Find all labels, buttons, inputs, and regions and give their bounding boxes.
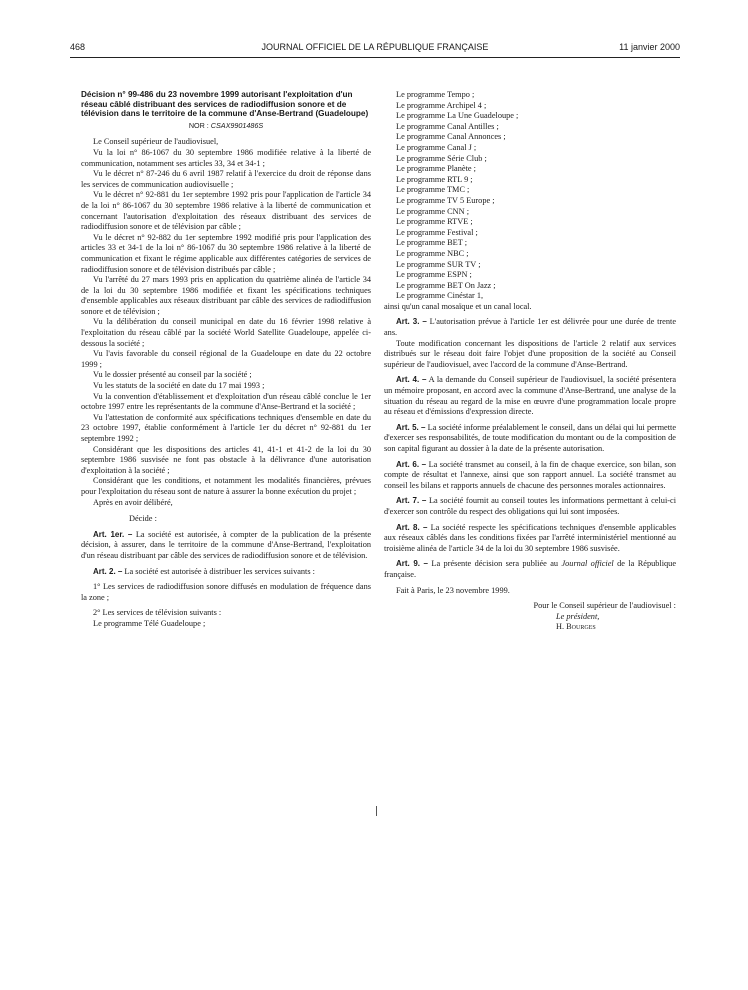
paragraph: Vu la convention d'établissement et d'exploitation d'un réseau câblé conclue le 1er octobre 1997 entre les représentants de la commune d'Anse-Bertrand et la société ;	[81, 391, 371, 412]
programme-item: Le programme CNN ;	[396, 206, 470, 216]
programme-item: Le programme SUR TV ;	[396, 259, 481, 269]
article-5-text: La société informe préalablement le conseil, dans un délai qui lui permette d'exercer ses responsabilités, de toute modification du montant ou de la composition de son capital figurant au dossier à la date de la présente autorisation.	[384, 422, 677, 453]
article-8-text: La société respecte les spécifications techniques d'ensemble applicables aux réseaux câblés dans les conditions fixées par l'arrêté interministériel mentionné au troisième alinéa de l'article 34 de la loi du 30 septembre 1986 susvisée.	[384, 522, 677, 553]
right-column	[384, 90, 676, 633]
article-7-label: Art. 7. –	[396, 496, 427, 506]
programme-item: Le programme Festival ;	[396, 227, 478, 237]
programme-item: Le programme ESPN ;	[396, 270, 472, 280]
signature-name	[384, 622, 676, 633]
programme-item: Le programme Série Club ;	[396, 153, 487, 163]
nor-code: CSAX9901486S	[210, 120, 264, 130]
programme-item: Le programme Canal Antilles ;	[396, 121, 499, 131]
column-divider	[376, 806, 377, 816]
programme-item: Le programme Archipel 4 ;	[396, 100, 487, 110]
programme-item: Le programme La Une Guadeloupe ;	[396, 111, 519, 121]
programme-item: Le programme RTVE ;	[396, 217, 473, 227]
header-rule	[70, 57, 680, 58]
article-3-text: L'autorisation prévue à l'article 1er est délivrée pour une durée de trente ans.	[384, 317, 676, 338]
programme-item: Le programme Canal Annonces ;	[396, 132, 506, 142]
article-2-text: La société est autorisée à distribuer les services suivants :	[124, 566, 315, 576]
page-header	[70, 42, 680, 58]
article-1-label: Art. 1er. –	[93, 529, 133, 539]
article-1-text: La société est autorisée, à compter de la publication de la présente décision, à assurer, dans le territoire de la commune d'Anse-Bertrand, l'exploitation d'un réseau distribuant par câble des services de radiodiffusion sonore et de télévision.	[81, 529, 371, 560]
paragraph: Vu le dossier présenté au conseil par la société ;	[93, 370, 252, 380]
article-9-label: Art. 9. –	[396, 559, 428, 569]
programme-item: Le programme BET On Jazz ;	[396, 280, 496, 290]
article-6-text: La société transmet au conseil, à la fin de chaque exercice, son bilan, son compte de résultat et l'annexe, ainsi que son rapport annuel. La société transmet au conseil les bilans et rapports annuels de chacune des personnes morales actionnaires.	[384, 459, 677, 490]
nor-label: NOR :	[188, 120, 209, 130]
programme-item: Le programme Télé Guadeloupe ;	[93, 618, 206, 628]
signature-name-text: H. Bourges	[556, 622, 596, 632]
article-2-label: Art. 2. –	[93, 566, 123, 576]
paragraph: Considérant que les conditions, et notamment les modalités financières, prévues pour l'exploitation du réseau sont de nature à assurer la bonne exécution du projet ;	[81, 476, 371, 496]
article-4-text: A la demande du Conseil supérieur de l'audiovisuel, la société présentera un mémoire proposant, en accord avec la commune d'Anse-Bertrand, une analyse de la situation du réseau au regard de la mise en œuvre d'une programmation locale propre au réseau et d'émissions d'expression directe.	[384, 375, 677, 417]
programme-item: Le programme NBC ;	[396, 248, 469, 258]
paragraph: Vu les statuts de la société en date du 17 mai 1993 ;	[93, 381, 265, 391]
programme-item: Le programme TV 5 Europe ;	[396, 195, 495, 205]
fait-a-paris: Fait à Paris, le 23 novembre 1999.	[396, 585, 510, 595]
paragraph: Le Conseil supérieur de l'audiovisuel,	[93, 137, 219, 147]
article-6	[384, 460, 676, 492]
paragraph: Vu la délibération du conseil municipal en date du 16 février 1998 relative à l'exploitation du réseau câblé par la société World Satellite Guadeloupe, appelée ci-dessous la société ;	[81, 317, 371, 348]
programme-item: Le programme BET ;	[396, 238, 468, 248]
article-5-label: Art. 5. –	[396, 422, 426, 432]
article-8-label: Art. 8. –	[396, 522, 428, 532]
article-1	[81, 530, 371, 562]
decision-title: Décision n° 99-486 du 23 novembre 1999 autorisant l'exploitation d'un réseau câblé distribuant des services de radiodiffusion sonore et de télévision dans le territoire de la commune d'Anse-Bertrand (Guadeloupe)	[81, 90, 369, 119]
paragraph: Vu l'arrêté du 27 mars 1993 pris en application du quatrième alinéa de l'article 34 de la loi du 30 septembre 1986 modifiée et fixant les spécifications techniques d'ensemble applicables aux réseaux distribuant par câble des services de radiodiffusion sonore et de télévision ;	[81, 275, 371, 316]
paragraph: Vu l'attestation de conformité aux spécifications techniques d'ensemble en date du 23 octobre 1997, établie conformément à l'article 1er du décret n° 92-881 du 1er septembre 1992 ;	[81, 412, 371, 443]
article-3-label: Art. 3. –	[396, 317, 427, 327]
programme-item: Le programme Cinéstar 1,	[396, 291, 484, 301]
article-8	[384, 523, 676, 555]
article-9	[384, 559, 676, 580]
programme-item: Le programme Tempo ;	[396, 90, 475, 99]
article-7	[384, 496, 676, 517]
article-2-item-1: 1° Les services de radiodiffusion sonore diffusés en modulation de fréquence dans la zone ;	[81, 582, 371, 602]
programme-item: Le programme Planète ;	[396, 164, 476, 174]
paragraph: Vu la loi n° 86-1067 du 30 septembre 1986 modifiée relative à la liberté de communication, notamment ses articles 33, 34 et 34-1 ;	[81, 147, 371, 168]
article-6-label: Art. 6. –	[396, 459, 427, 469]
article-3-continued: Toute modification concernant les dispositions de l'article 2 relatif aux services distribués sur le réseau doit faire l'objet d'une proposition de la société au Conseil supérieur de l'audiovisuel, avec l'accord de la commune d'Anse-Bertrand.	[384, 338, 676, 369]
article-4-label: Art. 4. –	[396, 375, 427, 385]
left-column	[81, 90, 371, 630]
paragraph: Vu le décret n° 92-881 du 1er septembre 1992 pris pour l'application de l'article 34 de la loi n° 86-1067 du 30 septembre 1986 relative à la liberté de communication et concernant l'autorisation d'exploitation des réseaux distribuant des services de radiodiffusion sonore et de télévision par câble ;	[81, 190, 371, 232]
paragraph: Vu le décret n° 87-246 du 6 avril 1987 relatif à l'exercice du droit de réponse dans les services de communication audiovisuelle ;	[81, 169, 371, 189]
nor-reference	[81, 121, 371, 132]
article-3	[384, 317, 676, 338]
programme-item: Le programme TMC ;	[396, 185, 470, 195]
paragraph: Vu le décret n° 92-882 du 1er septembre 1992 modifié pris pour l'application des articles 33 et 34-1 de la loi n° 86-1067 du 30 septembre 1986 relative à la liberté de communication et fixant le régime applicable aux différentes catégories de services de radiodiffusion sonore et de télévision distribués par câble ;	[81, 232, 371, 274]
decide-heading: Décide :	[129, 514, 157, 524]
programmes-closing: ainsi qu'un canal mosaïque et un canal local.	[384, 301, 532, 311]
article-7-text: La société fournit au conseil toutes les informations permettant à celui-ci d'exercer son contrôle du respect des obligations qui lui sont imposées.	[384, 496, 676, 516]
article-9-text: La présente décision sera publiée au	[431, 559, 559, 569]
signature-role-text: Le président,	[556, 611, 600, 621]
programme-item: Le programme RTL 9 ;	[396, 174, 473, 184]
paragraph: Vu l'avis favorable du conseil régional de la Guadeloupe en date du 22 octobre 1999 ;	[81, 349, 371, 369]
article-2-item-2: 2° Les services de télévision suivants :	[93, 608, 222, 618]
article-9-text-end: de la République française.	[384, 559, 676, 579]
journal-officiel-mention: Journal officiel	[561, 559, 614, 569]
signature-line: Pour le Conseil supérieur de l'audiovisuel :	[533, 601, 676, 611]
journal-title: JOURNAL OFFICIEL DE LA RÉPUBLIQUE FRANÇAISE	[261, 42, 489, 52]
article-5	[384, 423, 676, 455]
signature-role	[384, 612, 676, 623]
article-4	[384, 375, 676, 417]
article-2	[81, 567, 371, 578]
programme-item: Le programme Canal J ;	[396, 142, 477, 152]
paragraph: Après en avoir délibéré,	[93, 497, 173, 507]
page-number: 468	[70, 42, 86, 52]
paragraph: Considérant que les dispositions des articles 41, 41-1 et 41-2 de la loi du 30 septembre 1986 susvisée ne font pas obstacle à la délivrance d'une autorisation d'exploitation à la société ;	[81, 444, 371, 475]
issue-date: 11 janvier 2000	[619, 42, 680, 52]
